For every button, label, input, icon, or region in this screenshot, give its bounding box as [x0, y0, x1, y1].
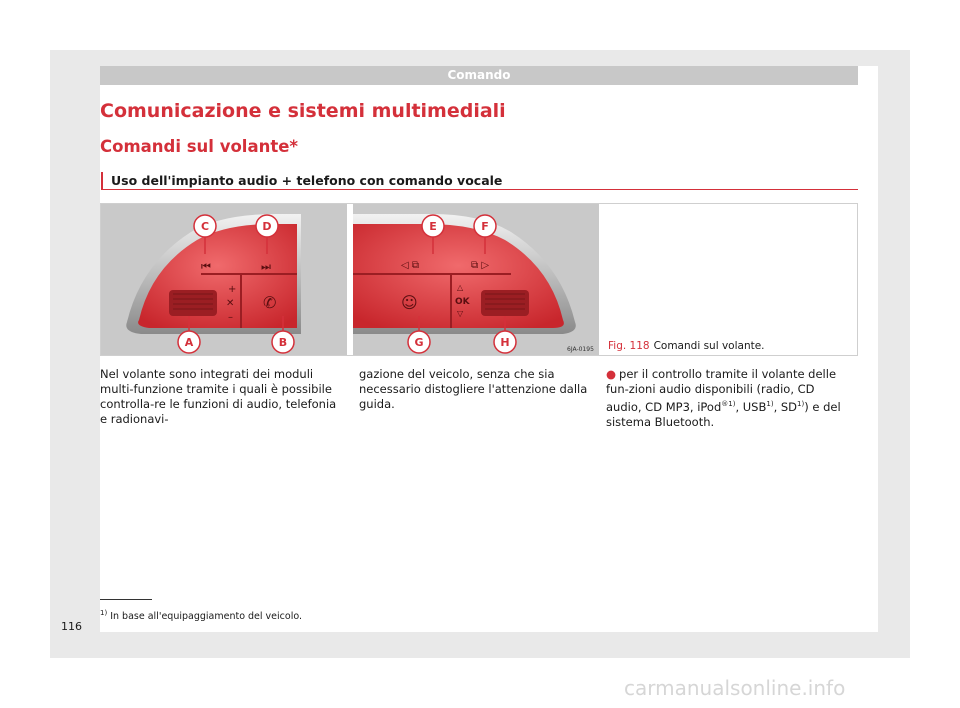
figure-caption: [608, 340, 765, 352]
svg-text:⏮: ⏮: [201, 260, 211, 273]
svg-text:◁ ⧉: ◁ ⧉: [401, 260, 420, 271]
body-column-3: [606, 367, 851, 430]
svg-text:⧉ ▷: ⧉ ▷: [471, 260, 490, 271]
footnote-divider: [100, 599, 152, 600]
svg-text:⏭: ⏭: [261, 260, 271, 273]
body-column-1: [100, 367, 345, 427]
watermark: carmanualsonline.info: [624, 676, 846, 700]
minus-symbol: –: [228, 312, 233, 323]
bullet-icon: ●: [606, 367, 617, 381]
page-number: 116: [61, 620, 82, 633]
svg-text:✆: ✆: [263, 293, 277, 312]
footnote-text: In base all'equipaggiamento del veicolo.: [110, 611, 303, 623]
svg-text:✕: ✕: [226, 298, 235, 309]
steering-wheel-photo: [101, 204, 599, 355]
subsection-title: Uso dell'impianto audio + telefono con comando vocale: [101, 172, 858, 190]
svg-text:△: △: [457, 283, 464, 292]
label-c: C: [200, 220, 210, 233]
paragraph: gazione del veicolo, senza che sia necessario distogliere l'attenzione dalla guida.: [359, 367, 588, 411]
label-b: B: [278, 336, 288, 349]
plus-symbol: +: [228, 284, 237, 295]
section-title: Comandi sul volante*: [100, 137, 299, 156]
body-column-2: [359, 367, 604, 412]
footnote: [100, 609, 302, 622]
figure-118: [100, 203, 858, 356]
bullet-item: ● per il controllo tramite il volante delle fun-zioni audio disponibili (radio, CD audio, CD MP3, iPod$^{®1)}$, USB$^{1)}$, SD$^{1)}$) e del sistema Bluetooth.: [606, 367, 841, 429]
ok-symbol: OK: [455, 297, 470, 307]
chapter-title: Comunicazione e sistemi multimediali: [100, 100, 506, 122]
label-d: D: [262, 220, 272, 233]
label-a: A: [184, 336, 194, 349]
svg-text:▽: ▽: [457, 309, 464, 318]
label-e: E: [429, 220, 437, 233]
figure-code: 6JA-0195: [567, 346, 594, 353]
label-f: F: [481, 220, 489, 233]
footnote-marker: 1): [100, 609, 108, 617]
figure-number: Fig. 118: [608, 340, 650, 352]
caption-text: Comandi sul volante.: [653, 340, 765, 352]
label-h: H: [500, 336, 510, 349]
paragraph: Nel volante sono integrati dei moduli multi-funzione tramite i quali è possibile controlla-re le funzioni di audio, telefonia e radionavi-: [100, 367, 337, 426]
section-header: Comando: [100, 66, 858, 85]
label-g: G: [414, 336, 424, 349]
svg-text:☺: ☺: [401, 293, 418, 312]
